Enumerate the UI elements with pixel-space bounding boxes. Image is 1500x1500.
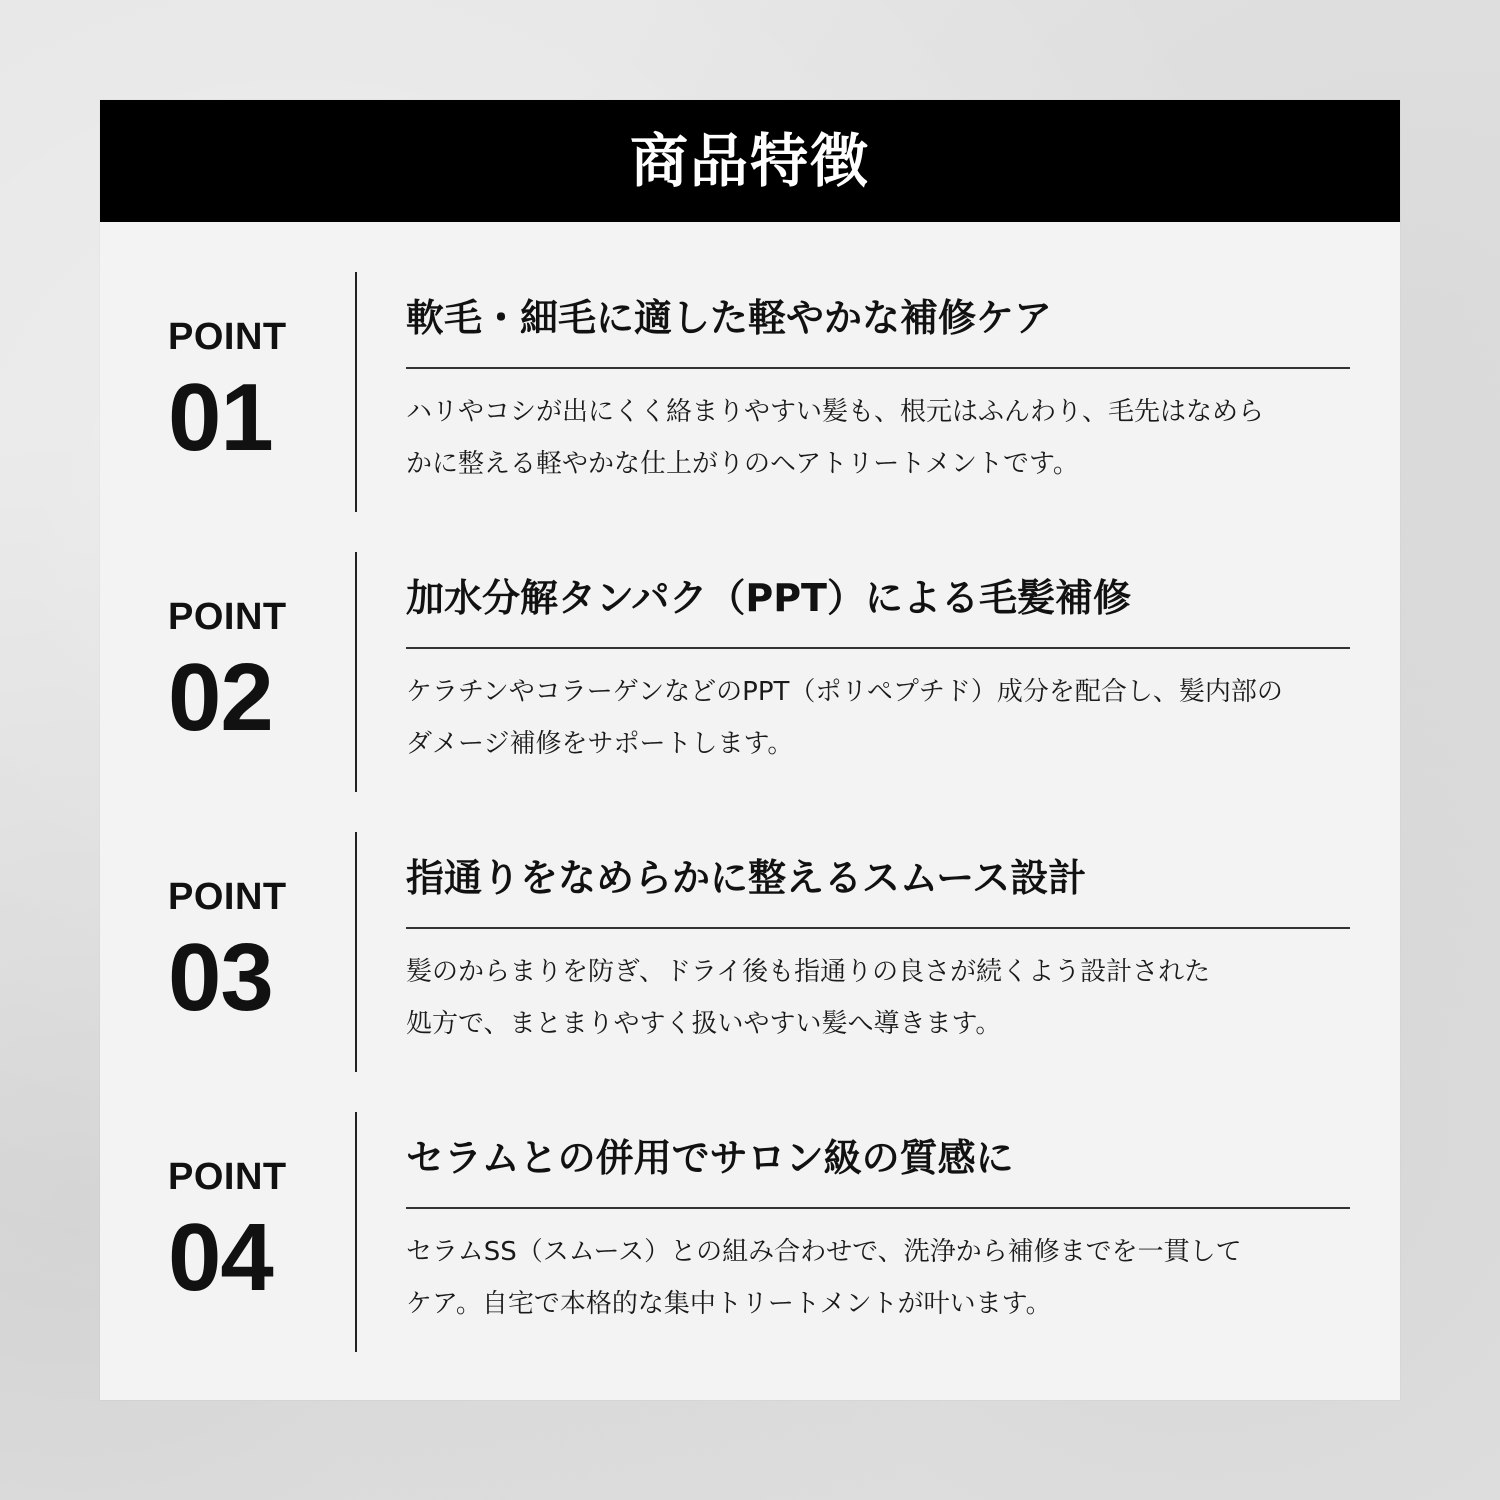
point-description: ケラチンやコラーゲンなどのPPT（ポリペプチド）成分を配合し、髪内部の ダメージ補修をサポートします。 (406, 677, 1283, 759)
vertical-divider (355, 552, 357, 792)
point-description: ハリやコシが出にくく絡まりやすい髪も、根元はふんわり、毛先はなめら かに整える軽やかな仕上がりのヘアトリートメントです。 (406, 397, 1265, 479)
point-title: セラムとの併用でサロン級の質感に (406, 1136, 1014, 1180)
features-panel (100, 100, 1400, 1400)
point-number: 03 (168, 924, 273, 1031)
horizontal-divider (406, 1207, 1350, 1209)
point-number: 01 (168, 364, 273, 471)
point-number: 02 (168, 644, 273, 751)
point-title: 指通りをなめらかに整えるスムース設計 (406, 856, 1087, 900)
vertical-divider (355, 272, 357, 512)
point-label-block (168, 316, 338, 471)
point-item-01 (100, 272, 1400, 512)
vertical-divider (355, 1112, 357, 1352)
point-label-block (168, 1156, 338, 1311)
point-title: 加水分解タンパク（PPT）による毛髪補修 (406, 576, 1131, 620)
point-item-03 (100, 832, 1400, 1072)
point-description: セラムSS（スムース）との組み合わせで、洗浄から補修までを一貫して ケア。自宅で本格的な集中トリートメントが叶います。 (406, 1237, 1242, 1319)
point-label-block (168, 596, 338, 751)
point-number: 04 (168, 1204, 273, 1311)
point-title: 軟毛・細毛に適した軽やかな補修ケア (406, 296, 1053, 340)
point-label: POINT (168, 316, 287, 358)
point-label: POINT (168, 876, 287, 918)
horizontal-divider (406, 927, 1350, 929)
horizontal-divider (406, 647, 1350, 649)
point-label: POINT (168, 596, 287, 638)
header-bar (100, 100, 1400, 222)
point-item-04 (100, 1112, 1400, 1352)
horizontal-divider (406, 367, 1350, 369)
page-title: 商品特徴 (629, 127, 870, 195)
point-label-block (168, 876, 338, 1031)
point-label: POINT (168, 1156, 287, 1198)
point-item-02 (100, 552, 1400, 792)
vertical-divider (355, 832, 357, 1072)
point-description: 髪のからまりを防ぎ、ドライ後も指通りの良さが続くよう設計された 処方で、まとまりやすく扱いやすい髪へ導きます。 (406, 957, 1211, 1039)
